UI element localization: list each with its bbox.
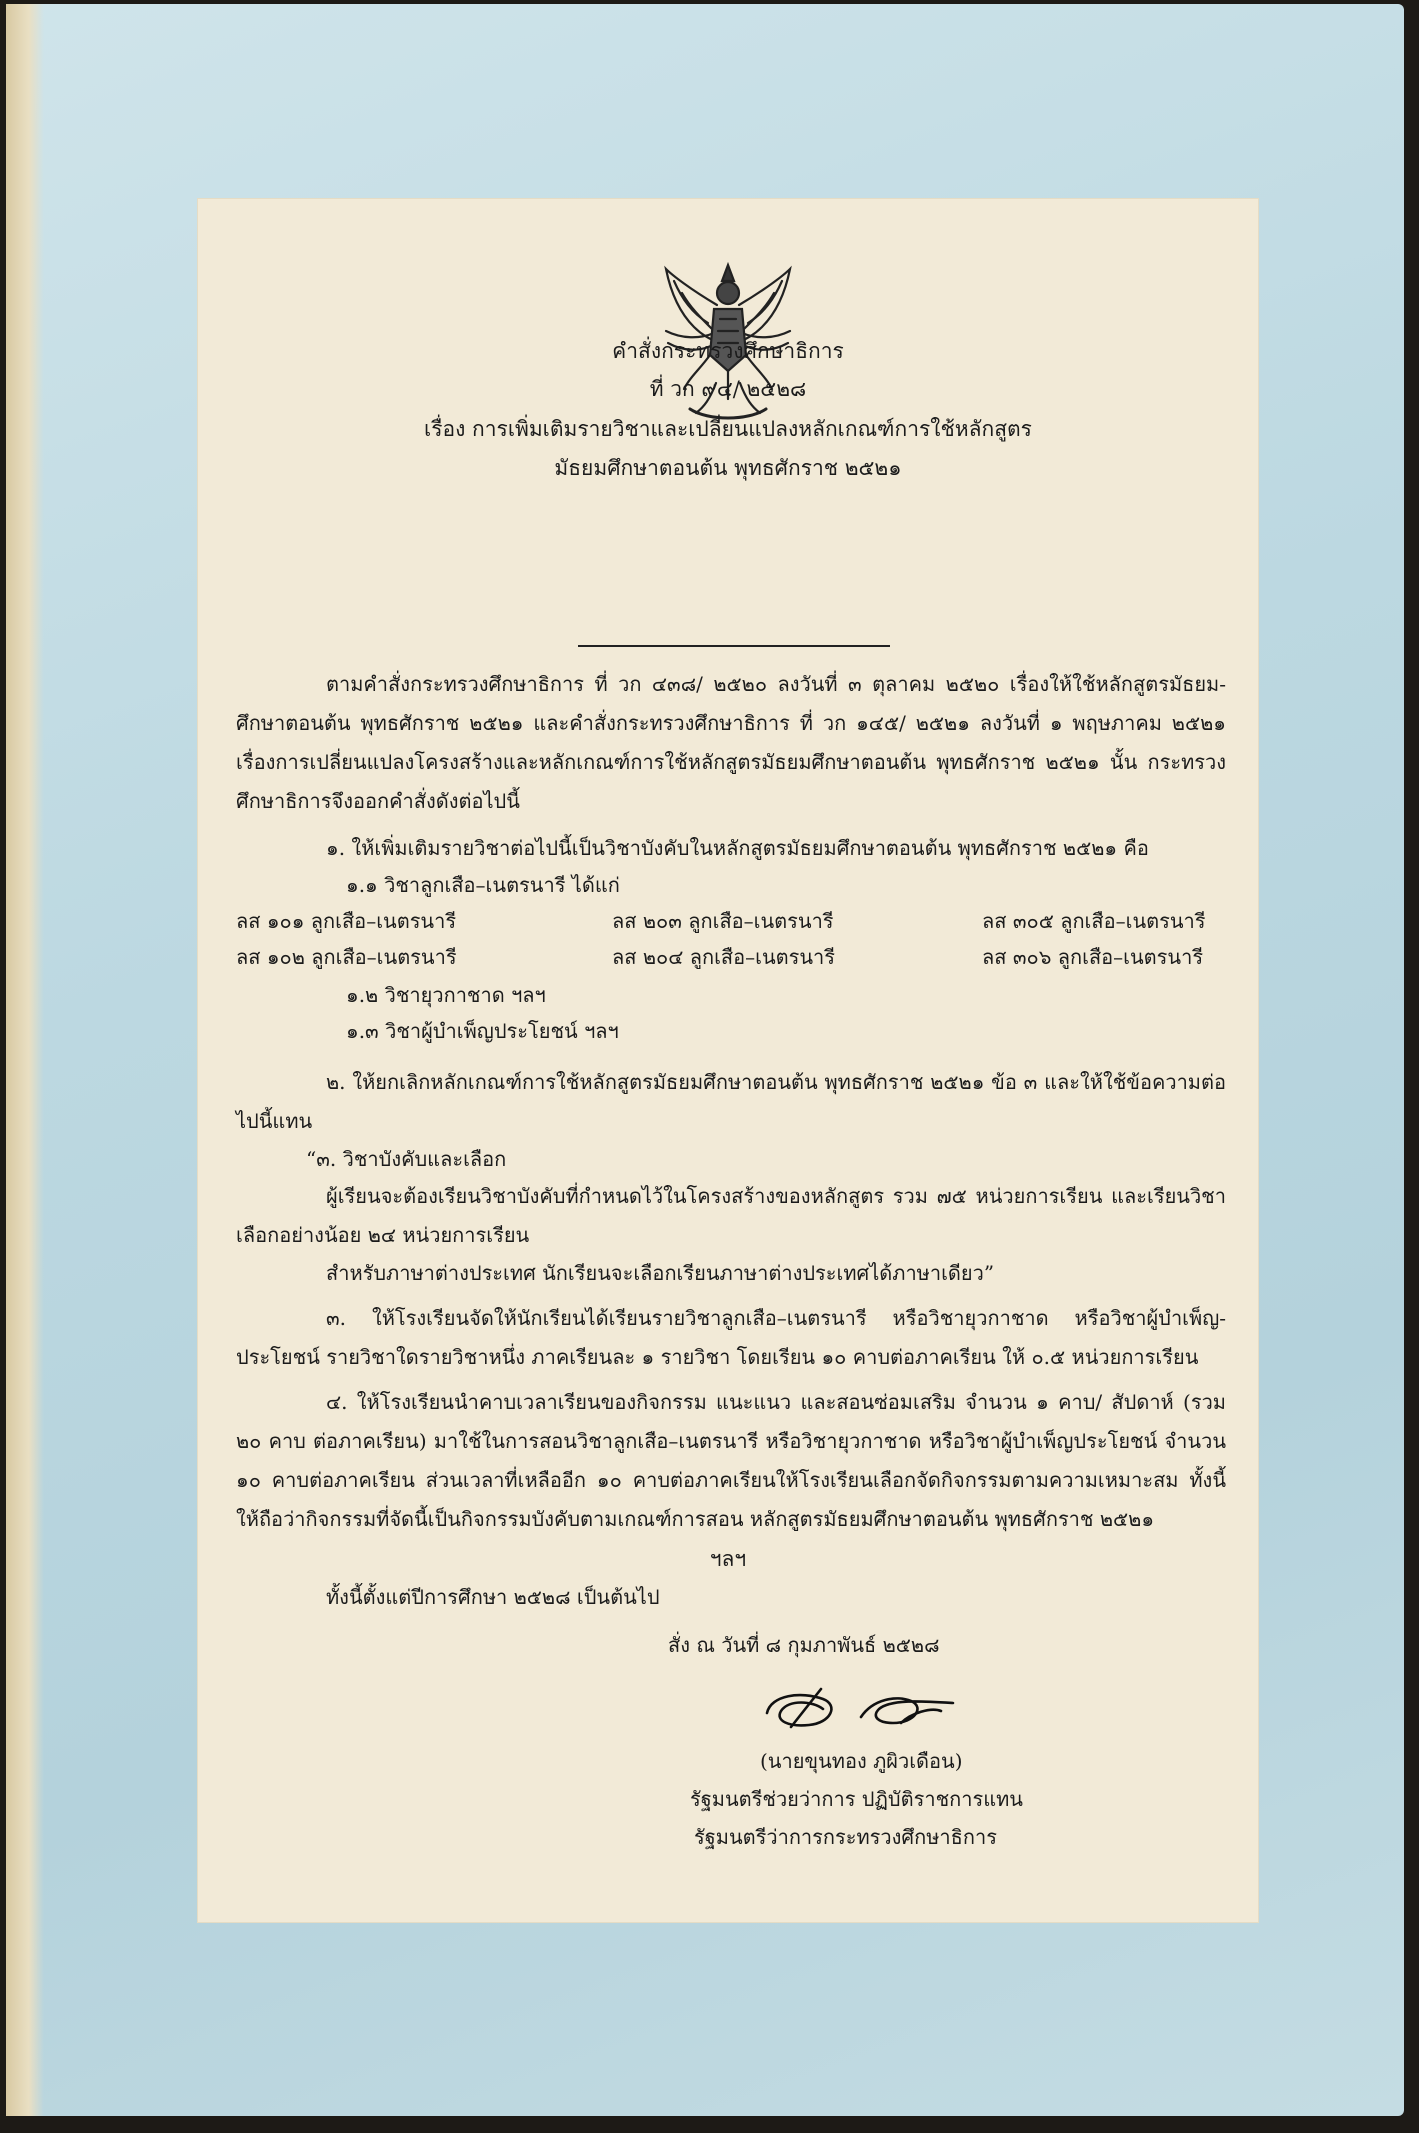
item-1-1: ๑.๑ วิชาลูกเสือ–เนตรนารี ได้แก่	[346, 873, 620, 897]
item-4: ๔. ให้โรงเรียนนำคาบเวลาเรียนของกิจกรรม แนะแนว และสอนซ่อมเสริม จำนวน ๑ คาบ/ สัปดาห์ (รวม ๒๐ คาบ ต่อภาคเรียน) มาใช้ในการสอนวิชาลูกเสือ–เนตรนารี หรือวิชายุวกาชาด หรือวิชาผู้บำเพ็ญประโยชน์ จำนวน ๑๐ คาบต่อภาคเรียน ส่วนเวลาที่เหลืออีก ๑๐ คาบต่อภาคเรียนให้โรงเรียนเลือกจัดกิจกรรมตามความเหมาะสม ทั้งนี้ ให้ถือว่ากิจกรรมที่จัดนี้เป็นกิจกรรมบังคับตามเกณฑ์การสอน หลักสูตรมัธยมศึกษาตอนต้น พุทธศักราช ๒๕๒๑	[236, 1390, 1226, 1531]
course-ls203: ลส ๒๐๓ ลูกเสือ–เนตรนารี	[612, 909, 834, 933]
item-1-2: ๑.๒ วิชายุวกาชาด ฯลฯ	[346, 983, 546, 1007]
item-2-quote-p2: สำหรับภาษาต่างประเทศ นักเรียนจะเลือกเรียนภาษาต่างประเทศได้ภาษาเดียว”	[326, 1261, 995, 1285]
signer-title-1: รัฐมนตรีช่วยว่าการ ปฏิบัติราชการแทน	[690, 1787, 1023, 1811]
handwritten-signature	[761, 1677, 961, 1737]
subject-line-2: มัธยมศึกษาตอนต้น พุทธศักราช ๒๕๒๑	[554, 456, 902, 480]
item-3: ๓. ให้โรงเรียนจัดให้นักเรียนได้เรียนรายวิชาลูกเสือ–เนตรนารี หรือวิชายุวกาชาด หรือวิชาผู้บำเพ็ญ-ประโยชน์ รายวิชาใดรายวิชาหนึ่ง ภาคเรียนละ ๑ รายวิชา โดยเรียน ๑๐ คาบต่อภาคเรียน ให้ ๐.๕ หน่วยการเรียน	[236, 1306, 1226, 1369]
signer-title-2: รัฐมนตรีว่าการกระทรวงศึกษาธิการ	[694, 1825, 997, 1849]
document-title: คำสั่งกระทรวงศึกษาธิการ	[612, 339, 844, 363]
signer-name: (นายขุนทอง ภูผิวเดือน)	[760, 1749, 963, 1773]
item-2-quote-title: “๓. วิชาบังคับและเลือก	[306, 1147, 507, 1171]
item-2-quote-p1: ผู้เรียนจะต้องเรียนวิชาบังคับที่กำหนดไว้ในโครงสร้างของหลักสูตร รวม ๗๕ หน่วยการเรียน และเรียนวิชาเลือกอย่างน้อย ๒๔ หน่วยการเรียน	[236, 1184, 1226, 1247]
header-divider	[578, 645, 890, 647]
item-1-3: ๑.๓ วิชาผู้บำเพ็ญประโยชน์ ฯลฯ	[346, 1019, 619, 1043]
course-ls102: ลส ๑๐๒ ลูกเสือ–เนตรนารี	[236, 945, 457, 969]
document-page	[198, 199, 1258, 1922]
course-ls306: ลส ๓๐๖ ลูกเสือ–เนตรนารี	[982, 945, 1204, 969]
spine-edge	[6, 4, 44, 2116]
course-ls305: ลส ๓๐๕ ลูกเสือ–เนตรนารี	[982, 909, 1206, 933]
course-ls101: ลส ๑๐๑ ลูกเสือ–เนตรนารี	[236, 909, 457, 933]
document-number: ที่ วก ๙๔/ ๒๕๒๘	[649, 377, 807, 401]
course-ls204: ลส ๒๐๔ ลูกเสือ–เนตรนารี	[612, 945, 836, 969]
etc-mark: ฯลฯ	[709, 1547, 747, 1571]
order-date: สั่ง ณ วันที่ ๘ กุมภาพันธ์ ๒๕๒๘	[668, 1633, 940, 1657]
effective-date: ทั้งนี้ตั้งแต่ปีการศึกษา ๒๕๒๘ เป็นต้นไป	[326, 1585, 660, 1609]
item-1: ๑. ให้เพิ่มเติมรายวิชาต่อไปนี้เป็นวิชาบังคับในหลักสูตรมัธยมศึกษาตอนต้น พุทธศักราช ๒๕๒๑ คือ	[326, 836, 1149, 860]
subject-line-1: เรื่อง การเพิ่มเติมรายวิชาและเปลี่ยนแปลงหลักเกณฑ์การใช้หลักสูตร	[424, 417, 1032, 441]
item-2: ๒. ให้ยกเลิกหลักเกณฑ์การใช้หลักสูตรมัธยมศึกษาตอนต้น พุทธศักราช ๒๕๒๑ ข้อ ๓ และให้ใช้ข้อความต่อไปนี้แทน	[236, 1070, 1226, 1133]
intro-paragraph: ตามคำสั่งกระทรวงศึกษาธิการ ที่ วก ๔๓๘/ ๒๕๒๐ ลงวันที่ ๓ ตุลาคม ๒๕๒๐ เรื่องให้ใช้หลักสูตรมัธยม-ศึกษาตอนต้น พุทธศักราช ๒๕๒๑ และคำสั่งกระทรวงศึกษาธิการ ที่ วก ๑๔๕/ ๒๕๒๑ ลงวันที่ ๑ พฤษภาคม ๒๕๒๑ เรื่องการเปลี่ยนแปลงโครงสร้างและหลักเกณฑ์การใช้หลักสูตรมัธยมศึกษาตอนต้น พุทธศักราช ๒๕๒๑ นั้น กระทรวงศึกษาธิการจึงออกคำสั่งดังต่อไปนี้	[236, 672, 1226, 813]
